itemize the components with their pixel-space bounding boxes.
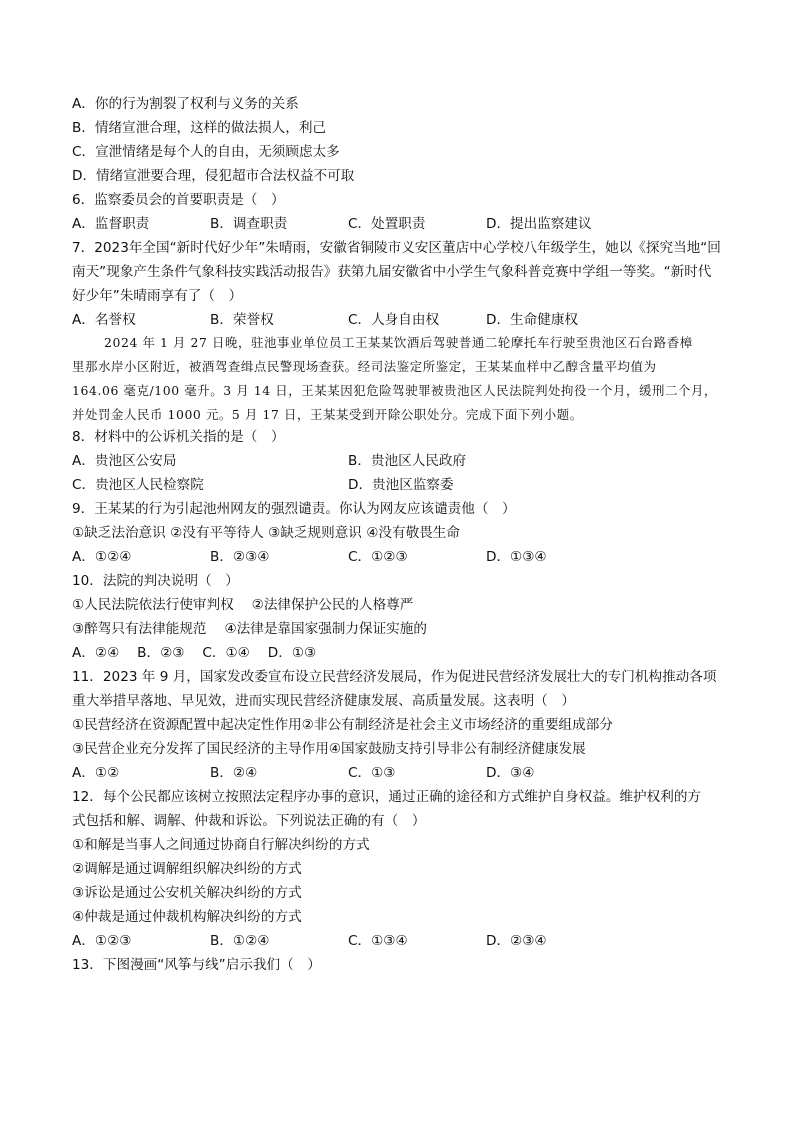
- q6-option-d: D．提出监察建议: [486, 216, 592, 232]
- q8-option-b: B．贵池区人民政府: [348, 453, 467, 469]
- q5-option-b: B．情绪宣泄合理，这样的做法损人，利己: [72, 120, 327, 136]
- material-line-4: 并处罚金人民币 1000 元。5 月 17 日，王某某受到开除公职处分。完成下面下列小题。: [72, 407, 583, 422]
- q12-option-a: A．①②③: [72, 933, 132, 949]
- q12-option-d: D．②③④: [486, 933, 547, 949]
- q10-items-2: ③醉驾只有法律能规范 ④法律是靠国家强制力保证实施的: [72, 621, 427, 637]
- q11-option-c: C．①③: [348, 765, 396, 781]
- q7-option-b: B．荣誉权: [210, 312, 274, 328]
- material-line-3: 164.06 毫克/100 毫升。3 月 14 日，王某某因犯危险驾驶罪被贵池区人民法院判处拘役一个月，缓刑二个月，: [72, 383, 717, 398]
- q5-option-a: A．你的行为割裂了权利与义务的关系: [72, 96, 299, 112]
- q11-option-a: A．①②: [72, 765, 120, 781]
- q8-option-d: D．贵池区监察委: [348, 477, 454, 493]
- q10-options: A．②④ B．②③ C．①④ D．①③: [72, 645, 317, 661]
- q11-option-b: B．②④: [210, 765, 258, 781]
- q12-line-2: 式包括和解、调解、仲裁和诉讼。下列说法正确的有（ ）: [72, 813, 426, 829]
- material-line-2: 里那水岸小区附近，被酒驾查缉点民警现场查获。经司法鉴定所鉴定，王某某血样中乙醇含量平均值为: [72, 359, 657, 374]
- q11-items-2: ③民营企业充分发挥了国民经济的主导作用④国家鼓励支持引导非公有制经济健康发展: [72, 741, 586, 757]
- q11-line-2: 重大举措早落地、早见效，进而实现民营经济健康发展、高质量发展。这表明（ ）: [72, 693, 575, 709]
- q11-line-1: 11．2023 年 9 月，国家发改委宣布设立民营经济发展局，作为促进民营经济发展壮大的专门机构推动各项: [72, 669, 717, 685]
- q8-option-a: A．贵池区公安局: [72, 453, 177, 469]
- q7-option-a: A．名誉权: [72, 312, 136, 328]
- q7-line-3: 好少年”朱晴雨享有了（ ）: [72, 288, 243, 304]
- q7-line-2: 南天”现象产生条件气象科技实践活动报告》获第九届安徽省中小学生气象科普竞赛中学组一等奖。“新时代: [72, 264, 712, 280]
- q10-stem: 10．法院的判决说明（ ）: [72, 573, 239, 589]
- q12-options: [72, 930, 732, 952]
- q12-line-1: 12．每个公民都应该树立按照法定程序办事的意识，通过正确的途径和方式维护自身权益。维护权利的方: [72, 789, 702, 805]
- q6-options: [72, 213, 732, 235]
- q8-option-c: C．贵池区人民检察院: [72, 477, 204, 493]
- q8-options-row-2: [72, 474, 732, 496]
- material-line-1: 2024 年 1 月 27 日晚，驻池事业单位员工王某某饮酒后驾驶普通二轮摩托车行驶至贵池区石台路香樟: [104, 335, 693, 350]
- q6-option-c: C．处置职责: [348, 216, 426, 232]
- q11-option-d: D．③④: [486, 765, 535, 781]
- q12-item-1: ①和解是当事人之间通过协商自行解决纠纷的方式: [72, 837, 370, 853]
- q11-items-1: ①民营经济在资源配置中起决定性作用②非公有制经济是社会主义市场经济的重要组成部分: [72, 717, 613, 733]
- q8-options-row-1: [72, 450, 732, 472]
- q9-option-a: A．①②④: [72, 549, 132, 565]
- q12-option-b: B．①②④: [210, 933, 270, 949]
- q6-stem: 6．监察委员会的首要职责是（ ）: [72, 192, 285, 208]
- q9-option-b: B．②③④: [210, 549, 270, 565]
- q13-stem: 13．下图漫画“风筝与线”启示我们（ ）: [72, 957, 321, 973]
- q12-item-4: ④仲裁是通过仲裁机构解决纠纷的方式: [72, 909, 302, 925]
- q9-option-d: D．①③④: [486, 549, 547, 565]
- q9-items: ①缺乏法治意识 ②没有平等待人 ③缺乏规则意识 ④没有敬畏生命: [72, 525, 460, 541]
- q7-option-c: C．人身自由权: [348, 312, 440, 328]
- q11-options: [72, 762, 732, 784]
- q9-option-c: C．①②③: [348, 549, 408, 565]
- q9-stem: 9．王某某的行为引起池州网友的强烈谴责。你认为网友应该谴责他（ ）: [72, 501, 516, 517]
- q5-option-c: C．宣泄情绪是每个人的自由，无须顾虑太多: [72, 144, 340, 160]
- q12-option-c: C．①③④: [348, 933, 408, 949]
- q6-option-a: A．监督职责: [72, 216, 150, 232]
- q12-item-3: ③诉讼是通过公安机关解决纠纷的方式: [72, 885, 302, 901]
- q7-option-d: D．生命健康权: [486, 312, 579, 328]
- q6-option-b: B．调查职责: [210, 216, 288, 232]
- q9-options: [72, 546, 732, 568]
- q7-options: [72, 309, 732, 331]
- q5-option-d: D．情绪宣泄要合理，侵犯超市合法权益不可取: [72, 168, 355, 184]
- q8-stem: 8．材料中的公诉机关指的是（ ）: [72, 429, 285, 445]
- q7-line-1: 7．2023年全国“新时代好少年”朱晴雨，安徽省铜陵市义安区董店中心学校八年级学生，她以《探究当地“回: [72, 240, 721, 256]
- q10-items-1: ①人民法院依法行使审判权 ②法律保护公民的人格尊严: [72, 597, 414, 613]
- q12-item-2: ②调解是通过调解组织解决纠纷的方式: [72, 861, 302, 877]
